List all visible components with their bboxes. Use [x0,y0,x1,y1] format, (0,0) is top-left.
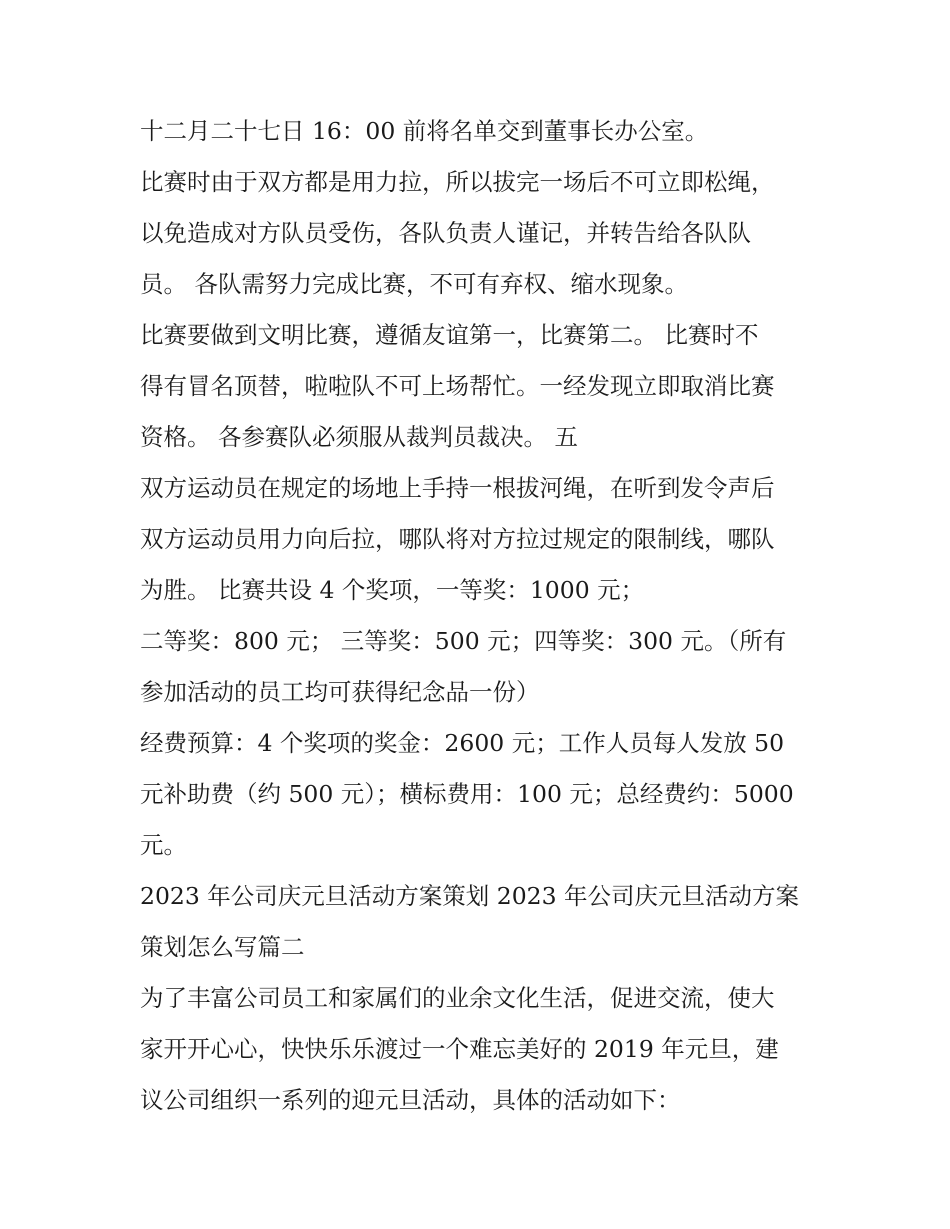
paragraph-deadline [140,106,820,157]
text-line: 为了丰富公司员工和家属们的业余文化生活，促进交流，使大 [140,984,775,1012]
paragraph-intro [140,973,820,1126]
document-body [140,106,820,1126]
text-line: 比赛要做到文明比赛，遵循友谊第一，比赛第二。 比赛时不 [140,321,759,349]
text-line: 以免造成对方队员受伤，各队负责人谨记，并转告给各队队 [140,219,751,247]
paragraph-rope-safety [140,157,820,310]
text-line: 比赛时由于双方都是用力拉，所以拔完一场后不可立即松绳， [140,168,775,196]
text-line: 家开开心心，快快乐乐渡过一个难忘美好的 2019 年元旦，建 [140,1035,779,1063]
text-line: 2023 年公司庆元旦活动方案策划 2023 年公司庆元旦活动方案 [140,882,800,910]
text-line: 经费预算：4 个奖项的奖金：2600 元；工作人员每人发放 50 [140,729,785,757]
text-line: 十二月二十七日 16：00 前将名单交到董事长办公室。 [140,117,709,145]
text-line: 双方运动员在规定的场地上手持一根拔河绳，在听到发令声后 [140,474,775,502]
section-heading [140,871,820,973]
text-line: 议公司组织一系列的迎元旦活动，具体的活动如下： [140,1086,681,1114]
text-line: 员。 各队需努力完成比赛，不可有弃权、缩水现象。 [140,270,688,298]
text-line: 得有冒名顶替，啦啦队不可上场帮忙。一经发现立即取消比赛 [140,372,775,400]
text-line: 二等奖：800 元； 三等奖：500 元；四等奖：300 元。（所有 [140,627,787,655]
paragraph-rules-prizes [140,463,820,616]
paragraph-sportsmanship [140,310,820,463]
text-line: 双方运动员用力向后拉，哪队将对方拉过规定的限制线，哪队 [140,525,775,553]
paragraph-budget [140,718,820,871]
text-line: 元补助费（约 500 元）；横标费用：100 元；总经费约：5000 [140,780,794,808]
text-line: 资格。 各参赛队必须服从裁判员裁决。 五 [140,423,578,451]
text-line: 为胜。 比赛共设 4 个奖项，一等奖：1000 元； [140,576,645,604]
text-line: 策划怎么写篇二 [140,933,305,961]
text-line: 参加活动的员工均可获得纪念品一份） [140,678,540,706]
text-line: 元。 [140,831,187,859]
paragraph-other-prizes [140,616,820,718]
